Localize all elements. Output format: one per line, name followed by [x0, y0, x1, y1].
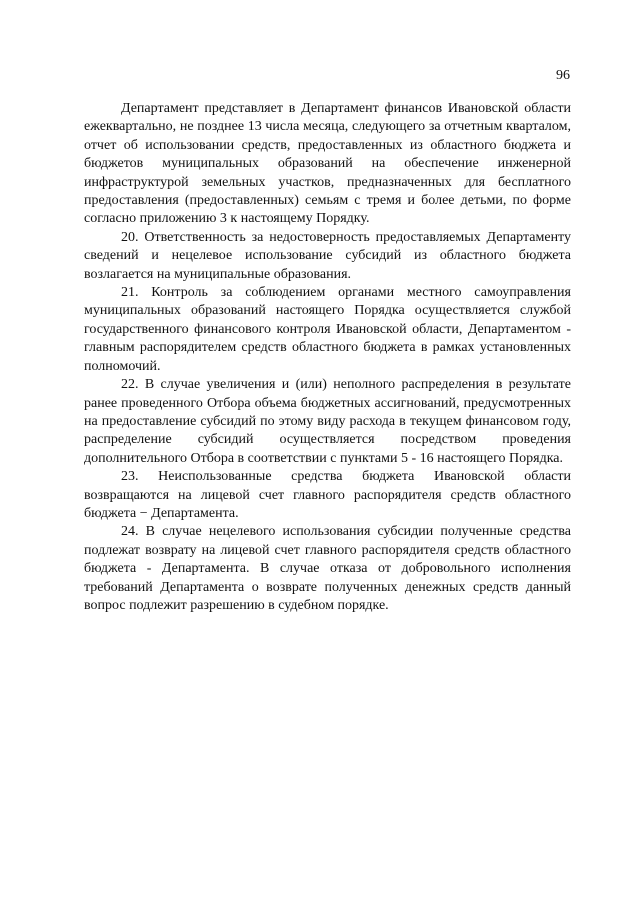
paragraph-24-misuse: 24. В случае нецелевого использования субсидии полученные средства подлежат возврату на лицевой счет главного распорядителя средств областного бюджета - Департамента. В случае отказа от добровольного исполнения требований Департамента о возврате полученных денежных средств данный вопрос подлежит разрешению в судебном порядке.	[84, 524, 571, 613]
paragraph-23-unused-funds: 23. Неиспользованные средства бюджета Ивановской области возвращаются на лицевой счет главного распорядителя средств областного бюджета − Департамента.	[84, 469, 571, 521]
page-number: 96	[556, 68, 570, 83]
paragraph-22-redistribution: 22. В случае увеличения и (или) неполного распределения в результате ранее проведенного Отбора объема бюджетных ассигнований, предусмотренных на предоставление субсидий по этому виду расхода в текущем финансовом году, распределение субсидий осуществляется посредством проведения дополнительного Отбора в соответствии с пунктами 5 - 16 настоящего Порядка.	[84, 377, 571, 466]
paragraph-report: Департамент представляет в Департамент финансов Ивановской области ежеквартально, не позднее 13 числа месяца, следующего за отчетным кварталом, отчет об использовании средств, предоставленных из областного бюджета и бюджетов муниципальных образований на обеспечение инженерной инфраструктурой земельных участков, предназначенных для бесплатного предоставления (предоставленных) семьям с тремя и более детьми, по форме согласно приложению 3 к настоящему Порядку.	[84, 101, 571, 227]
document-body	[84, 100, 571, 615]
paragraph-21-control: 21. Контроль за соблюдением органами местного самоуправления муниципальных образований настоящего Порядка осуществляется службой государственного финансового контроля Ивановской области, Департаментом - главным распорядителем средств областного бюджета в рамках установленных полномочий.	[84, 285, 571, 374]
paragraph-20-responsibility: 20. Ответственность за недостоверность предоставляемых Департаменту сведений и нецелевое использование субсидий из областного бюджета возлагается на муниципальные образования.	[84, 229, 571, 282]
